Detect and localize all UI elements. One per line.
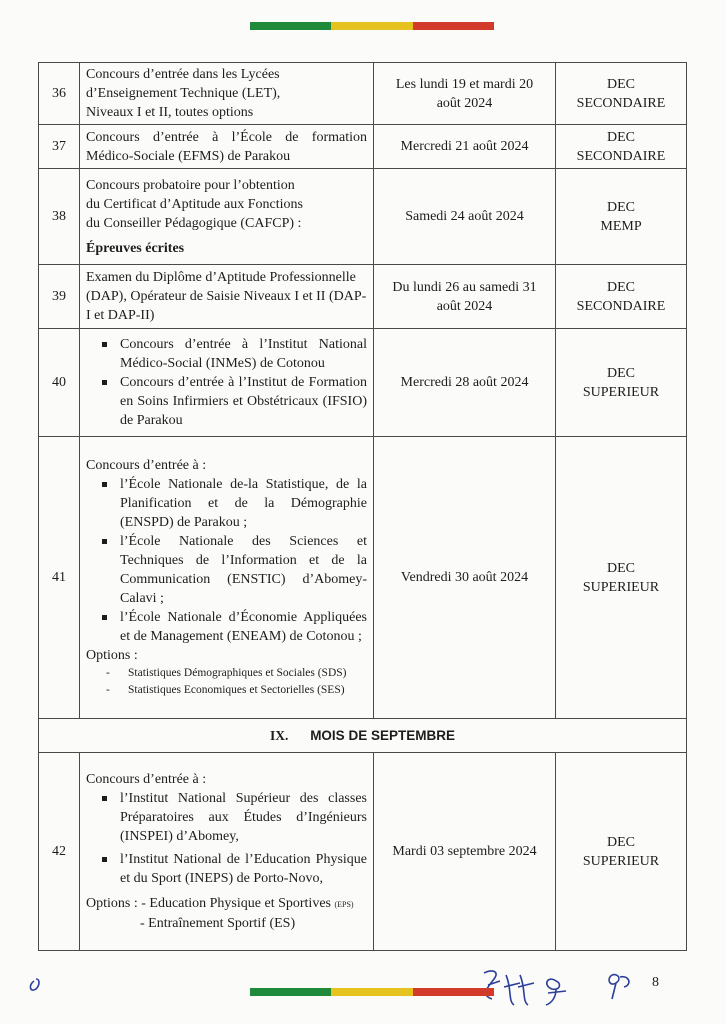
section-header-row xyxy=(39,719,687,753)
row-number: 36 xyxy=(39,63,80,125)
options-abbrev: (EPS) xyxy=(334,900,354,909)
flag-red-band xyxy=(413,22,494,30)
table-row xyxy=(39,753,687,951)
flag-yellow-band xyxy=(331,22,412,30)
bullet-list xyxy=(86,335,367,430)
exam-subtitle: Épreuves écrites xyxy=(86,240,185,256)
exam-date: Mercredi 28 août 2024 xyxy=(374,329,556,437)
flag-green-band xyxy=(250,22,331,30)
organizer: DEC SUPERIEUR xyxy=(556,329,687,437)
options-label: Options : xyxy=(86,648,138,663)
section-header xyxy=(39,719,687,753)
row-number: 39 xyxy=(39,265,80,329)
calendar-table xyxy=(38,62,687,951)
table-row xyxy=(39,63,687,125)
list-intro: Concours d’entrée à : xyxy=(86,772,207,787)
list-item: l’Institut National de l’Education Physique et du Sport (INEPS) de Porto-Novo, xyxy=(86,850,367,888)
section-number: IX. xyxy=(270,728,289,743)
list-intro: Concours d’entrée à : xyxy=(86,458,207,473)
exam-description: Concours d’entrée dans les Lycées d’Enseignement Technique (LET), Niveaux I et II, toutes options xyxy=(80,63,374,125)
handwritten-initials-icon xyxy=(0,955,726,1015)
exam-description-cell xyxy=(80,169,374,265)
organizer: DEC SUPERIEUR xyxy=(556,437,687,719)
exam-date: Mercredi 21 août 2024 xyxy=(374,125,556,169)
bullet-list xyxy=(86,475,367,646)
option-item: - Statistiques Démographiques et Sociales (SDS) xyxy=(86,665,367,682)
flag-yellow-band xyxy=(331,988,412,996)
organizer: DEC MEMP xyxy=(556,169,687,265)
exam-date: Vendredi 30 août 2024 xyxy=(374,437,556,719)
table-row xyxy=(39,329,687,437)
flag-red-band xyxy=(413,988,494,996)
list-item: Concours d’entrée à l’Institut de Formation en Soins Infirmiers et Obstétricaux (IFSIO) de Parakou xyxy=(86,373,367,430)
row-number: 38 xyxy=(39,169,80,265)
exam-date: Samedi 24 août 2024 xyxy=(374,169,556,265)
table-row xyxy=(39,125,687,169)
option-item: - Statistiques Economiques et Sectorielles (SES) xyxy=(86,682,367,699)
options-line-2: - Entraînement Sportif (ES) xyxy=(140,916,296,931)
bullet-list xyxy=(86,789,367,888)
table-row xyxy=(39,265,687,329)
organizer: DEC SECONDAIRE xyxy=(556,63,687,125)
list-item: Concours d’entrée à l’Institut National Médico-Social (INMeS) de Cotonou xyxy=(86,335,367,373)
exam-description-cell xyxy=(80,437,374,719)
row-number: 42 xyxy=(39,753,80,951)
exam-date: Les lundi 19 et mardi 20 août 2024 xyxy=(374,63,556,125)
organizer: DEC SECONDAIRE xyxy=(556,125,687,169)
row-number: 40 xyxy=(39,329,80,437)
options-text: Options : - Education Physique et Sportives xyxy=(86,896,331,911)
table-row xyxy=(39,437,687,719)
flag-stripe-top xyxy=(250,22,494,30)
flag-stripe-bottom xyxy=(250,988,494,996)
exam-description: Concours d’entrée à l’École de formation Médico-Sociale (EFMS) de Parakou xyxy=(80,125,374,169)
options-list xyxy=(86,665,367,699)
exam-description: Examen du Diplôme d’Aptitude Professionnelle (DAP), Opérateur de Saisie Niveaux I et II (DAP-I et DAP-II) xyxy=(80,265,374,329)
initials-area xyxy=(0,955,726,1015)
section-title: MOIS DE SEPTEMBRE xyxy=(310,728,455,743)
row-number: 41 xyxy=(39,437,80,719)
row-number: 37 xyxy=(39,125,80,169)
page-number: 8 xyxy=(652,975,659,990)
list-item: l’École Nationale des Sciences et Techniques de l’Information et de la Communication (ENSTIC) d’Abomey-Calavi ; xyxy=(86,532,367,608)
exam-date: Du lundi 26 au samedi 31 août 2024 xyxy=(374,265,556,329)
list-item: l’Institut National Supérieur des classes Préparatoires aux Études d’Ingénieurs (INSPEI) d’Abomey, xyxy=(86,789,367,846)
flag-green-band xyxy=(250,988,331,996)
organizer: DEC SECONDAIRE xyxy=(556,265,687,329)
options-line xyxy=(86,894,367,914)
list-item: l’École Nationale de-la Statistique, de la Planification et de la Démographie (ENSPD) de Parakou ; xyxy=(86,475,367,532)
table-row xyxy=(39,169,687,265)
organizer: DEC SUPERIEUR xyxy=(556,753,687,951)
exam-description-cell xyxy=(80,753,374,951)
exam-description-cell xyxy=(80,329,374,437)
exam-date: Mardi 03 septembre 2024 xyxy=(374,753,556,951)
exam-description: Concours probatoire pour l’obtention du Certificat d’Aptitude aux Fonctions du Conseiller Pédagogique (CAFCP) : xyxy=(86,177,303,231)
list-item: l’École Nationale d’Économie Appliquées et de Management (ENEAM) de Cotonou ; xyxy=(86,608,367,646)
